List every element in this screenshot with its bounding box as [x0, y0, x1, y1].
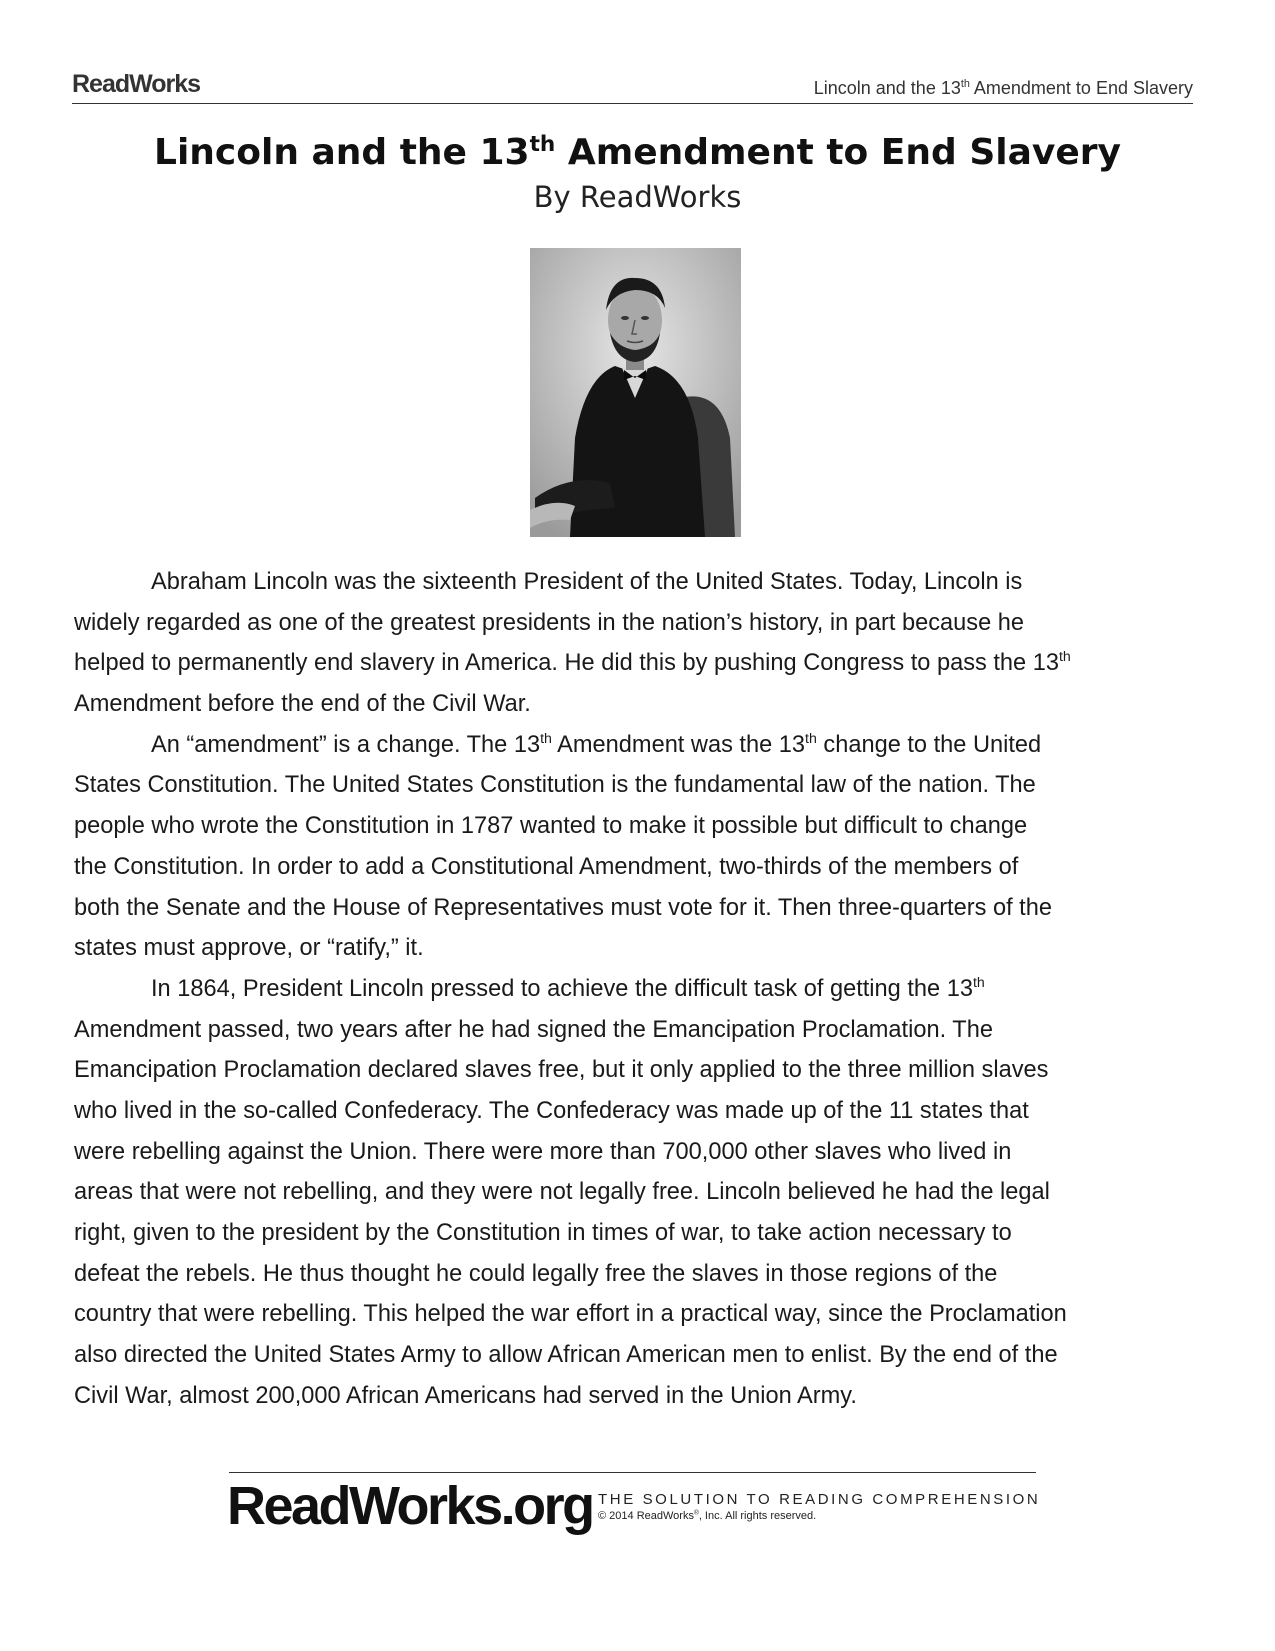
lincoln-portrait-photo	[530, 248, 741, 537]
body-line: Civil War, almost 200,000 African Americans had served in the Union Army.	[74, 1382, 857, 1409]
body-line: States Constitution. The United States Constitution is the fundamental law of the nation. The	[74, 772, 1036, 799]
header-divider	[72, 103, 1193, 104]
body-line-text: Amendment was the 13	[551, 731, 806, 758]
body-line: people who wrote the Constitution in 1787 wanted to make it possible but difficult to change	[74, 813, 1028, 840]
body-line: both the Senate and the House of Representatives must vote for it. Then three-quarters of the	[74, 894, 1052, 921]
body-line: areas that were not rebelling, and they were not legally free. Lincoln believed he had the legal	[74, 1179, 1050, 1206]
body-line: Amendment passed, two years after he had signed the Emancipation Proclamation. The	[74, 1016, 993, 1043]
article-body	[74, 562, 1204, 1416]
body-line: widely regarded as one of the greatest presidents in the nation’s history, in part because he	[74, 609, 1025, 636]
page-title-superscript: th	[529, 132, 556, 157]
body-line: Amendment before the end of the Civil War.	[74, 691, 531, 718]
body-line: right, given to the president by the Constitution in times of war, to take action necessary to	[74, 1220, 1012, 1246]
body-line-text: change to the United	[816, 731, 1042, 758]
running-title-suffix: Amendment to End Slavery	[969, 78, 1193, 98]
body-line: were rebelling against the Union. There were more than 700,000 other slaves who lived in	[74, 1138, 1012, 1165]
page-title-text: Lincoln and the 13	[154, 132, 530, 173]
body-line: country that were rebelling. This helped the war effort in a practical way, since the Proclamation	[74, 1301, 1067, 1328]
body-line	[74, 725, 1204, 766]
body-line-text: In 1864, President Lincoln pressed to achieve the difficult task of getting the 13	[151, 975, 973, 1002]
superscript: th	[540, 730, 552, 747]
body-line-text: helped to permanently end slavery in America. He did this by pushing Congress to pass the 13	[74, 650, 1059, 677]
superscript: th	[805, 730, 817, 747]
superscript: th	[1058, 649, 1071, 666]
page-title-suffix: Amendment to End Slavery	[555, 132, 1121, 173]
page-title	[0, 132, 1275, 173]
body-line: also directed the United States Army to allow African American men to enlist. By the end of the	[74, 1342, 1058, 1369]
readworks-footer-logo: ReadWorks.org	[227, 1476, 593, 1536]
running-title-superscript: th	[960, 78, 970, 90]
footer-divider	[229, 1472, 1036, 1473]
body-line: Emancipation Proclamation declared slaves free, but it only applied to the three million slaves	[74, 1057, 1049, 1084]
running-title-text: Lincoln and the 13	[813, 78, 961, 98]
readworks-header-logo: ReadWorks	[72, 70, 201, 98]
running-title	[814, 78, 1193, 99]
footer-copyright	[598, 1510, 816, 1522]
copyright-suffix: , Inc. All rights reserved.	[698, 1510, 817, 1522]
body-line: defeat the rebels. He thus thought he could legally free the slaves in those regions of the	[74, 1260, 998, 1287]
superscript: th	[972, 975, 985, 992]
registered-mark: ®	[693, 1509, 699, 1517]
footer-tagline: THE SOLUTION TO READING COMPREHENSION	[598, 1491, 1041, 1508]
body-line: Abraham Lincoln was the sixteenth President of the United States. Today, Lincoln is	[151, 569, 1023, 595]
body-line: states must approve, or “ratify,” it.	[74, 935, 424, 962]
copyright-text: © 2014 ReadWorks	[598, 1510, 694, 1522]
body-line	[74, 969, 1204, 1010]
body-line: who lived in the so-called Confederacy. The Confederacy was made up of the 11 states that	[74, 1097, 1029, 1124]
byline: By ReadWorks	[533, 180, 742, 214]
body-line	[74, 643, 1204, 684]
body-line-text: An “amendment” is a change. The 13	[151, 731, 541, 758]
body-line: the Constitution. In order to add a Constitutional Amendment, two-thirds of the members of	[74, 853, 1019, 880]
